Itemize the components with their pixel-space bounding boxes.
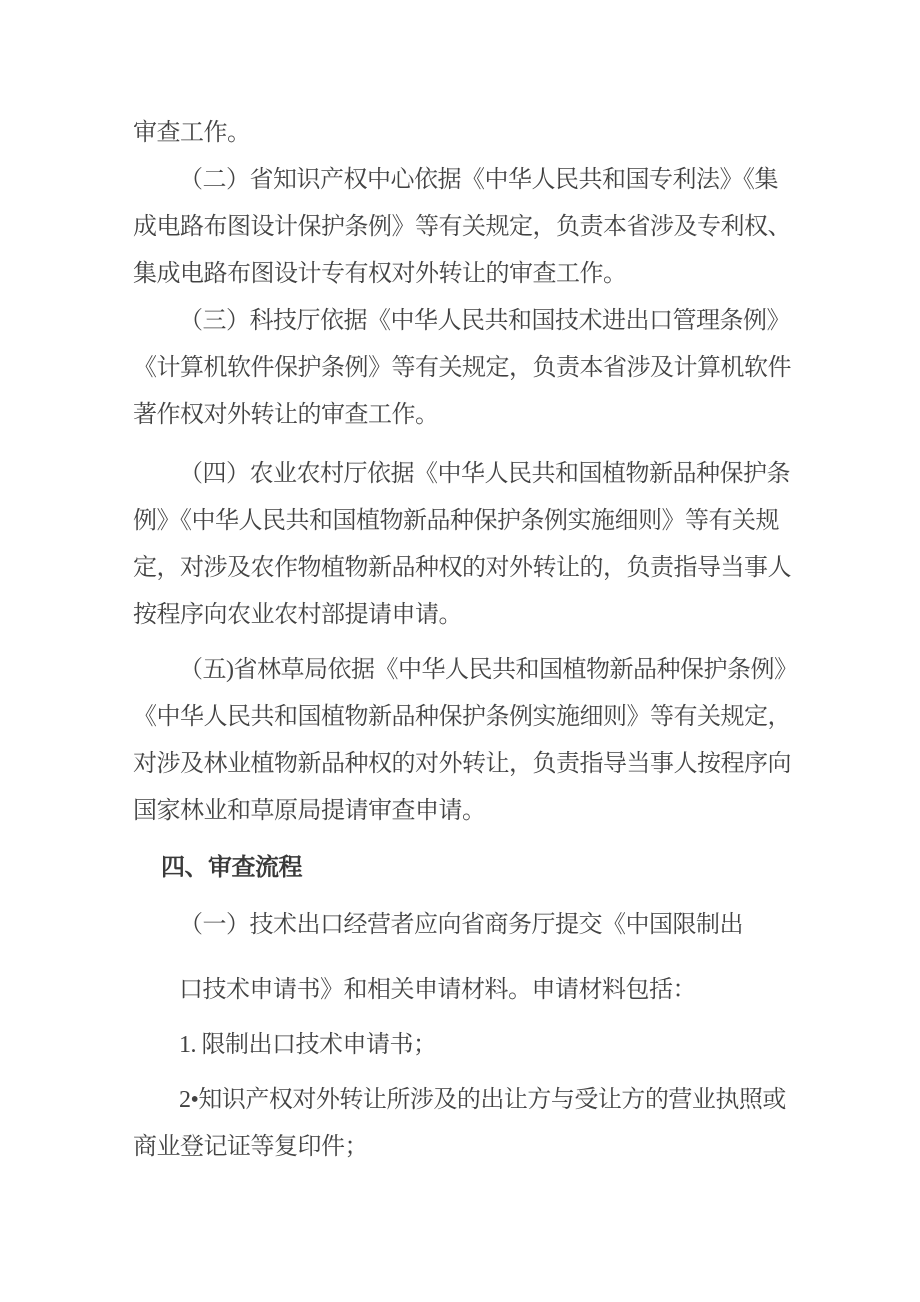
paragraph-line: 《中华人民共和国植物新品种保护条例实施细则》等有关规定， bbox=[133, 704, 791, 730]
paragraph-line: 成电路布图设计保护条例》等有关规定，负责本省涉及专利权、 bbox=[133, 214, 791, 240]
paragraph-line: 口技术申请书》和相关申请材料。申请材料包括： bbox=[179, 977, 696, 1003]
document-text-block bbox=[133, 110, 803, 1171]
paragraph-line: 审查工作。 bbox=[133, 120, 251, 146]
paragraph-line: （二）省知识产权中心依据《中华人民共和国专利法》《集 bbox=[179, 167, 778, 193]
list-item-line: 商业登记证等复印件； bbox=[133, 1134, 368, 1160]
paragraph-line: 国家林业和草原局提请审查申请。 bbox=[133, 798, 486, 824]
paragraph-line: 例》《中华人民共和国植物新品种保护条例实施细则》等有关规 bbox=[133, 508, 779, 534]
paragraph-line: （一）技术出口经营者应向省商务厅提交《中国限制出 bbox=[179, 912, 743, 938]
paragraph-line: 《计算机软件保护条例》等有关规定，负责本省涉及计算机软件 bbox=[133, 355, 791, 381]
paragraph-line: 集成电路布图设计专有权对外转让的审查工作。 bbox=[133, 261, 627, 287]
paragraph-line: （五)省林草局依据《中华人民共和国植物新品种保护条例》 bbox=[179, 657, 798, 683]
paragraph-line: （三）科技厅依据《中华人民共和国技术进出口管理条例》 bbox=[179, 308, 790, 334]
paragraph-line: 按程序向农业农村部提请申请。 bbox=[133, 602, 462, 628]
section-heading: 四、审查流程 bbox=[161, 855, 302, 881]
paragraph-line: 对涉及林业植物新品种权的对外转让，负责指导当事人按程序向 bbox=[133, 751, 791, 777]
paragraph-line: 著作权对外转让的审查工作。 bbox=[133, 402, 439, 428]
paragraph-line: （四）农业农村厅依据《中华人民共和国植物新品种保护条 bbox=[179, 461, 790, 487]
list-item-line: 1. 限制出口技术申请书； bbox=[179, 1032, 437, 1058]
list-item-line: 2•知识产权对外转让所涉及的出让方与受让方的营业执照或 bbox=[179, 1087, 786, 1113]
paragraph-line: 定，对涉及农作物植物新品种权的对外转让的，负责指导当事人 bbox=[133, 555, 791, 581]
